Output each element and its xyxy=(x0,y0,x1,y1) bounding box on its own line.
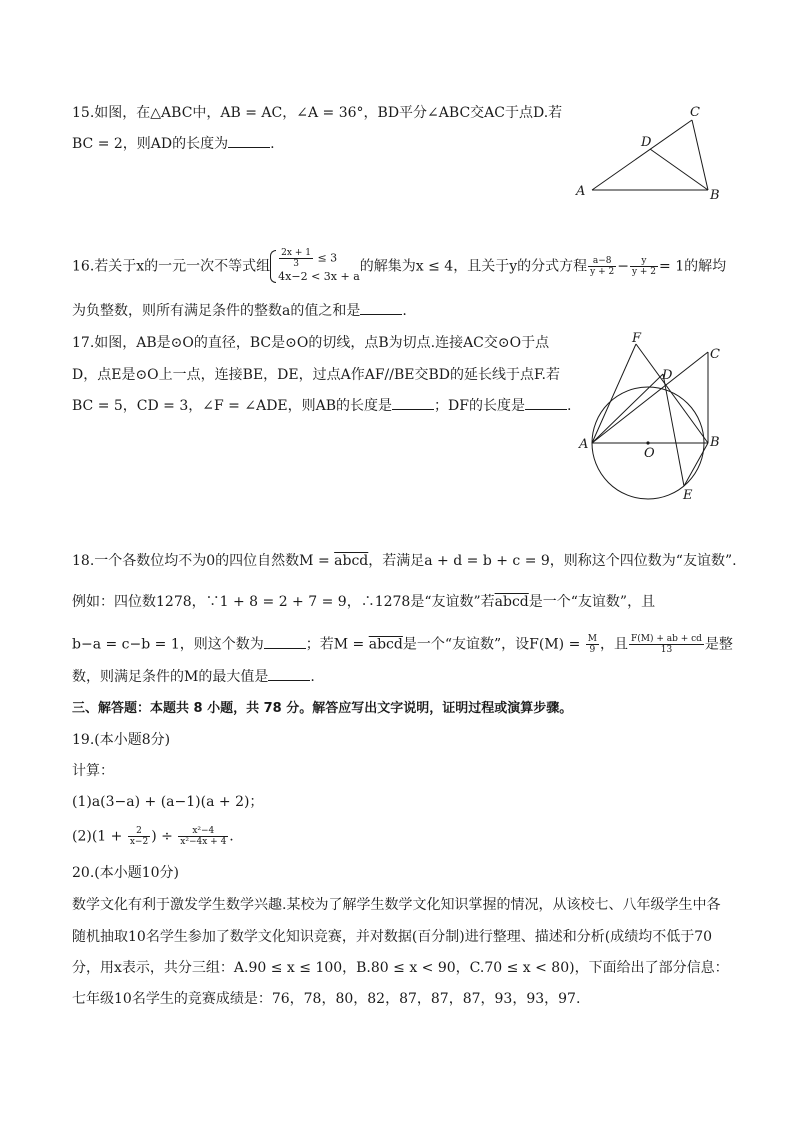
q19-part2 xyxy=(72,826,234,847)
q20-line4: 七年级10名学生的竞赛成绩是：76，78，80，82，87，87，87，93，93，97. xyxy=(72,991,581,1007)
fig17-label-e: E xyxy=(683,488,693,503)
fig15-label-c: C xyxy=(690,105,700,120)
answer-blank[interactable] xyxy=(268,668,310,681)
p2-den: x−2 xyxy=(129,837,149,847)
q15-text: BC = 2，则AD的长度为 xyxy=(72,136,229,152)
sys1-den: 3 xyxy=(293,259,299,269)
q18-line1 xyxy=(72,551,737,571)
p2-den2: x²−4x + 4 xyxy=(180,837,227,847)
fig15-label-a: A xyxy=(576,184,586,199)
sys1-num: 2x + 1 xyxy=(281,248,311,258)
overline-abcd: abcd xyxy=(334,553,369,569)
section-3-heading: 三、解答题：本题共 8 小题，共 78 分。解答应写出文字说明，证明过程或演算步骤。 xyxy=(72,701,573,716)
figure-17-circle xyxy=(570,328,740,506)
q18-line1b: ，若满足a + d = b + c = 9，则称这个四位数为“友谊数”. xyxy=(368,553,737,569)
f2-den: y + 2 xyxy=(631,267,657,277)
q16-line2 xyxy=(72,301,407,321)
q17-line2: D，点E是⊙O上一点，连接BE，DE，过点A作AF//BE交BD的延长线于点F.若 xyxy=(72,367,560,383)
answer-blank[interactable] xyxy=(360,302,402,315)
overline-abcd: abcd xyxy=(494,594,529,610)
sys1-rest: ≤ 3 xyxy=(317,251,338,265)
q18-line3e: 是整 xyxy=(704,636,733,653)
fig17-label-o: O xyxy=(644,446,655,461)
minus-sign: − xyxy=(617,258,629,275)
q17-line3b: ；DF的长度是 xyxy=(434,398,525,414)
fig15-label-b: B xyxy=(710,188,720,203)
q17-line3a: BC = 5，CD = 3，∠F = ∠ADE，则AB的长度是 xyxy=(72,398,393,414)
f1-den: y + 2 xyxy=(590,267,615,277)
q18-line3a: b−a = c−b = 1，则这个数为 xyxy=(72,636,264,653)
q18-line2b: 是一个“友谊数”，且 xyxy=(528,594,656,610)
q16-line1 xyxy=(72,248,726,285)
q15-line2 xyxy=(72,134,275,154)
q16-end: . xyxy=(402,303,407,319)
q18-line2a: 例如：四位数1278，∵1 + 8 = 2 + 7 = 9，∴1278是“友谊数”若 xyxy=(72,594,495,610)
f-den: 13 xyxy=(660,645,673,655)
fig17-label-c: C xyxy=(710,347,720,362)
answer-blank[interactable] xyxy=(392,397,434,410)
q16-mid: 的解集为x ≤ 4，且关于y的分式方程 xyxy=(359,258,588,275)
q16-tail: = 1的解均 xyxy=(659,258,727,275)
fm-den: 9 xyxy=(589,645,596,655)
figure-15-triangle xyxy=(570,100,730,205)
p2-num2: x²−4 xyxy=(178,826,228,837)
f-num: F(M) + ab + cd xyxy=(630,634,702,644)
answer-blank[interactable] xyxy=(525,397,567,410)
answer-blank[interactable] xyxy=(228,135,270,148)
q16-text: 16.若关于x的一元一次不等式组 xyxy=(72,258,271,275)
f2-num: y xyxy=(630,256,658,267)
fig17-label-f: F xyxy=(632,331,642,346)
q18-line3c: 是一个“友谊数”，设F(M) = xyxy=(402,636,585,653)
p2-num: 2 xyxy=(128,826,150,837)
fig17-label-b: B xyxy=(710,435,720,450)
answer-blank[interactable] xyxy=(264,636,306,649)
q15-line1: 15.如图，在△ABC中，AB = AC，∠A = 36°，BD平分∠ABC交AC于点D.若 xyxy=(72,105,563,121)
q18-line4 xyxy=(72,667,315,687)
q20-line3: 分，用x表示，共分三组：A.90 ≤ x ≤ 100，B.80 ≤ x < 90，C.70 ≤ x < 80)，下面给出了部分信息： xyxy=(72,960,729,976)
q19-p2a: (2)(1 + xyxy=(72,828,127,845)
overline-abcd: abcd xyxy=(368,636,403,653)
f1-num: a−8 xyxy=(588,256,616,267)
fig17-label-d: D xyxy=(662,368,673,383)
q17-end: . xyxy=(566,398,572,414)
q19-part1: (1)a(3−a) + (a−1)(a + 2)； xyxy=(72,794,264,810)
q18-line1a: 18.一个各数位均不为0的四位自然数M = xyxy=(72,553,335,569)
q18-line2 xyxy=(72,592,655,612)
sys2: 4x−2 < 3x + a xyxy=(278,270,360,283)
q18-line3 xyxy=(72,634,733,655)
q20-line2: 随机抽取10名学生参加了数学文化知识竞赛，并对数据(百分制)进行整理、描述和分析(成绩均不低于70 xyxy=(72,929,713,945)
q20-line1: 数学文化有利于激发学生数学兴趣.某校为了解学生数学文化知识掌握的情况，从该校七、八年级学生中各 xyxy=(72,897,721,913)
q18-end: . xyxy=(310,669,315,685)
q18-line3b: ；若M = xyxy=(305,636,369,653)
fig15-label-d: D xyxy=(641,135,652,150)
q19-p2c: . xyxy=(229,828,234,845)
fig17-label-a: A xyxy=(579,437,589,452)
fm-num: M xyxy=(587,634,597,644)
q15-end: . xyxy=(270,136,275,152)
q17-line1: 17.如图，AB是⊙O的直径，BC是⊙O的切线，点B为切点.连接AC交⊙O于点 xyxy=(72,335,550,351)
q16-line2-text: 为负整数，则所有满足条件的整数a的值之和是 xyxy=(72,303,361,319)
q17-line3 xyxy=(72,396,571,416)
q20-title: 20.(本小题10分) xyxy=(72,865,180,881)
q19-title: 19.(本小题8分) xyxy=(72,732,171,748)
q18-line3d: ，且 xyxy=(599,636,628,653)
q19-label: 计算： xyxy=(72,763,114,779)
inequality-system xyxy=(270,248,360,285)
q18-line4-text: 数，则满足条件的M的最大值是 xyxy=(72,669,269,685)
q19-p2b: ) ÷ xyxy=(151,828,178,845)
